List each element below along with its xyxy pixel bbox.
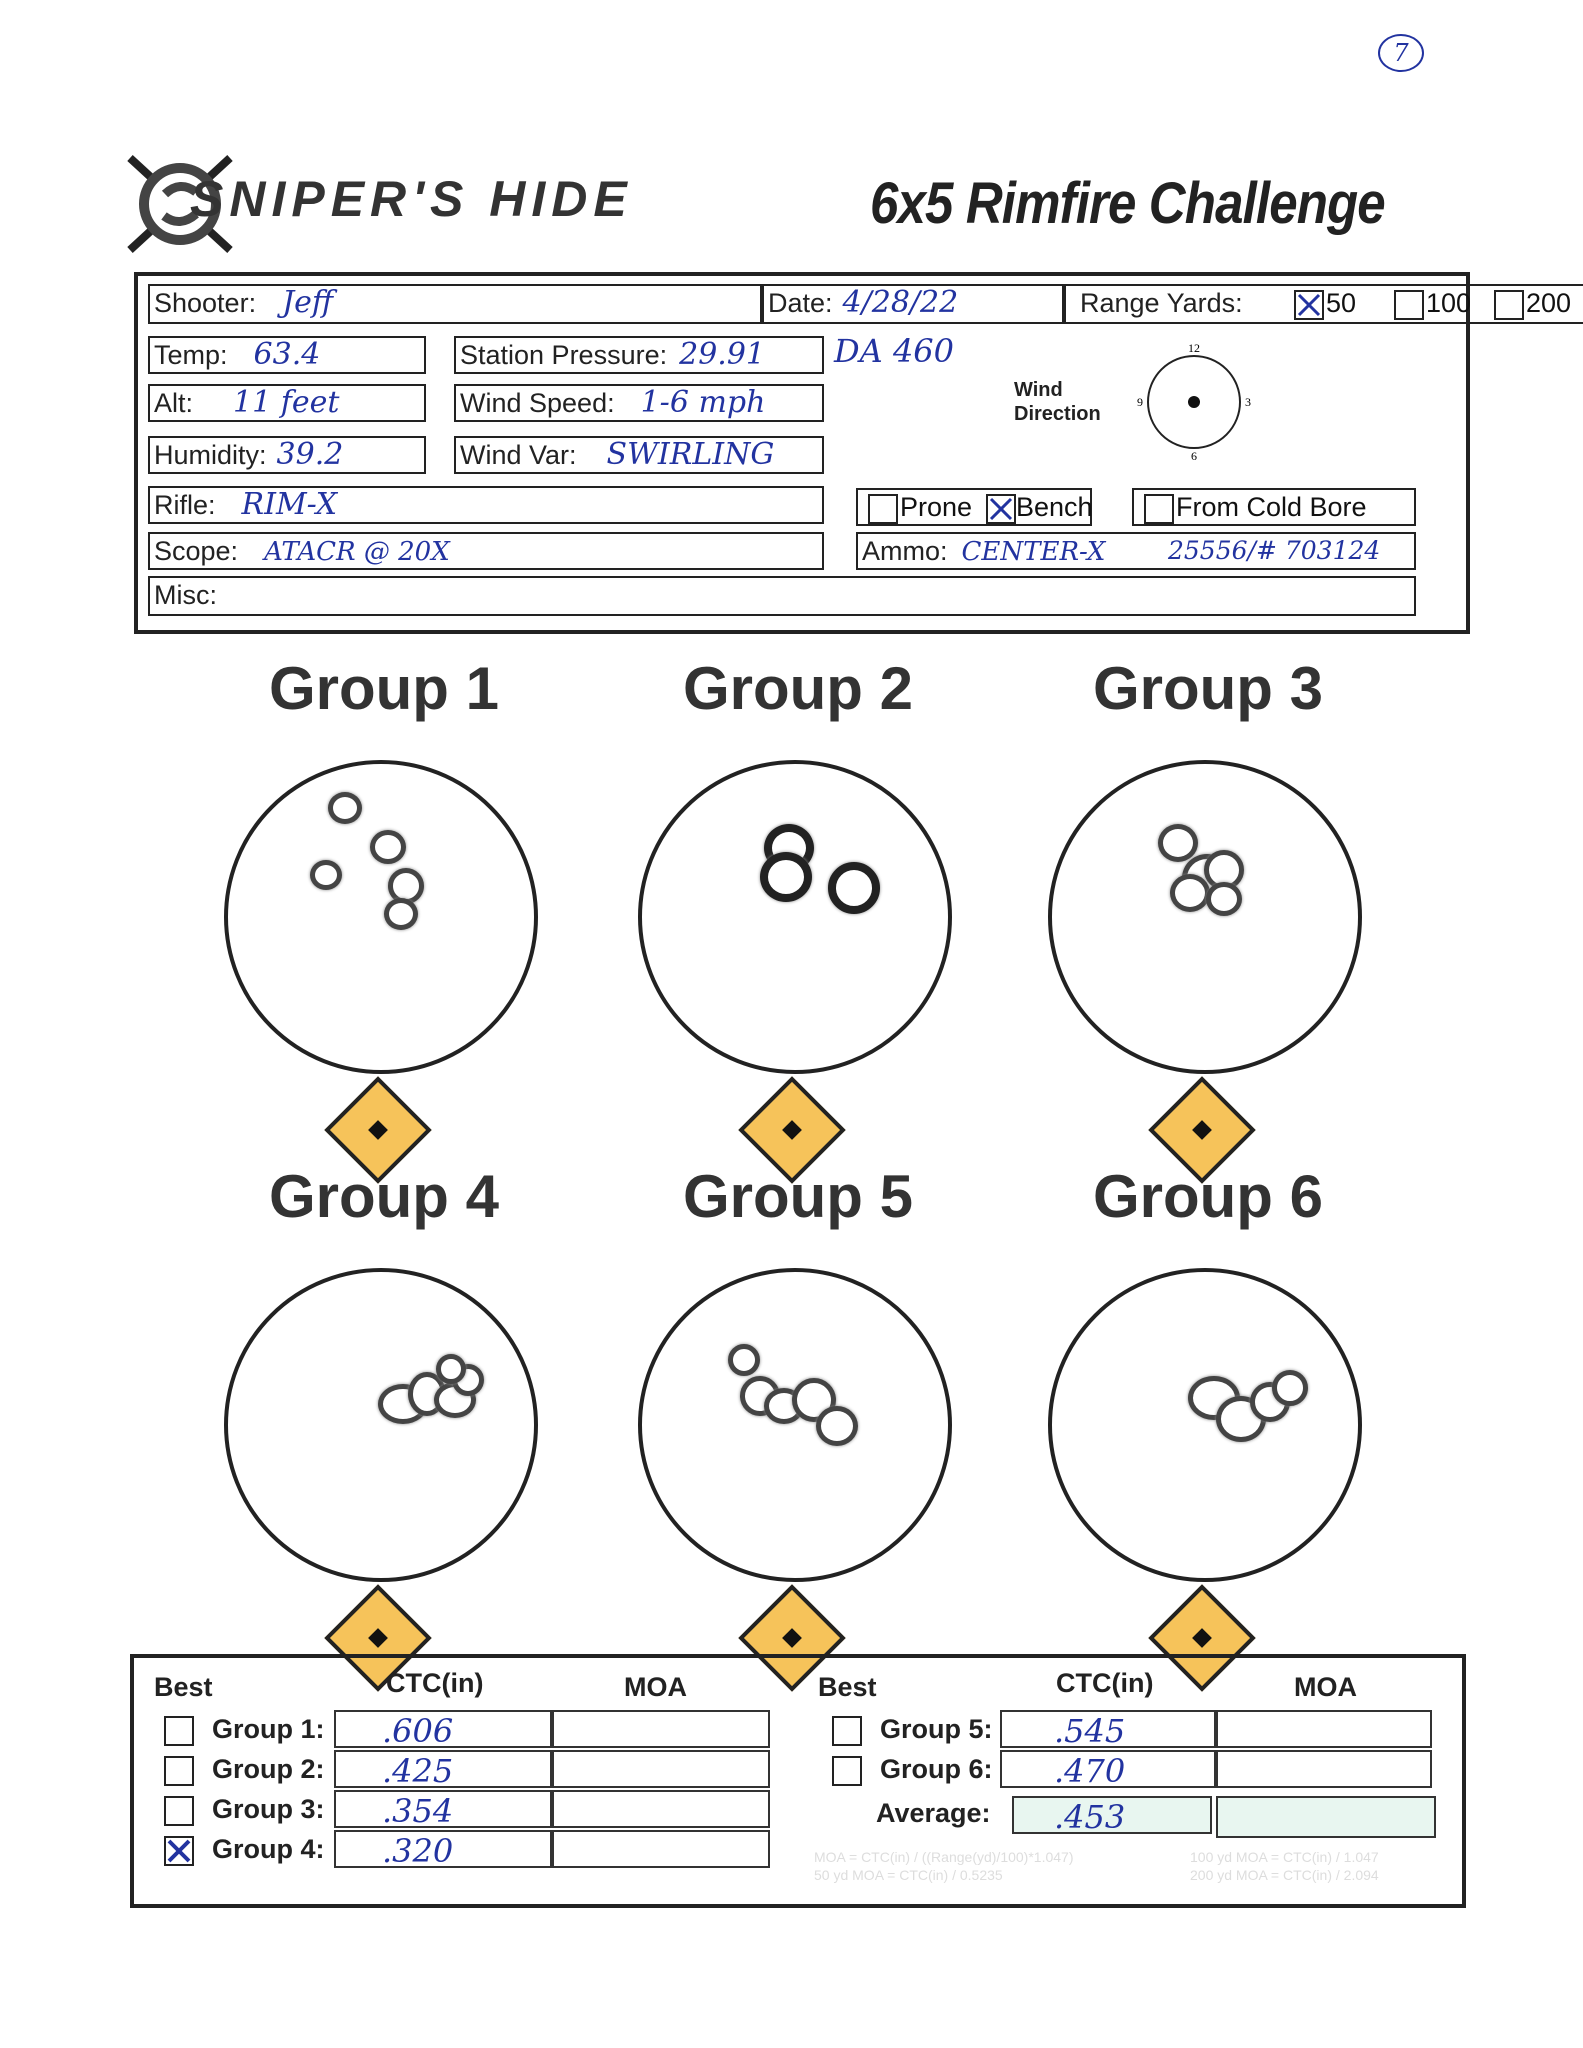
target-circle-6 — [1048, 1268, 1362, 1582]
shooter-field[interactable]: Shooter: Jeff — [148, 284, 762, 324]
moa-cell[interactable] — [552, 1750, 770, 1788]
moa-cell[interactable] — [1216, 1710, 1432, 1748]
target-circle-2 — [638, 760, 952, 1074]
moa-header-left: MOA — [624, 1672, 687, 1702]
target-circle-1 — [224, 760, 538, 1074]
best-header-left: Best — [154, 1672, 213, 1702]
ammo-field[interactable]: Ammo: CENTER-X 25556/# 703124 — [856, 532, 1416, 570]
ctc-header-right: CTC(in) — [1056, 1668, 1154, 1698]
formula-line-1: MOA = CTC(in) / ((Range(yd)/100)*1.047) — [814, 1849, 1074, 1865]
humidity-field[interactable]: Humidity: 39.2 — [148, 436, 426, 474]
best-checkbox-group-6[interactable] — [832, 1756, 862, 1786]
bullet-hole — [1170, 874, 1210, 912]
range-50-label: 50 — [1326, 288, 1357, 318]
group-title-2: Group 2 — [682, 655, 913, 722]
bullet-hole — [436, 1354, 466, 1384]
group-label: Group 4: — [212, 1834, 325, 1864]
range-200-checkbox[interactable] — [1494, 290, 1524, 320]
average-label: Average: — [876, 1798, 991, 1828]
ctc-cell[interactable]: .606 — [334, 1710, 552, 1748]
range-check-mark-icon — [1296, 292, 1322, 318]
clock-6: 6 — [1191, 449, 1197, 462]
shooter-info-form — [134, 272, 1572, 634]
bullet-hole — [1158, 824, 1198, 862]
date-field[interactable]: Date: 4/28/22 — [762, 284, 1064, 324]
rifle-field[interactable]: Rifle: RIM-X — [148, 486, 824, 524]
station-pressure-field[interactable]: Station Pressure: 29.91 — [454, 336, 824, 374]
average-ctc-cell[interactable]: .453 — [1012, 1796, 1212, 1834]
position-field: Prone Bench — [856, 488, 1092, 526]
wind-direction-label: Wind Direction — [1014, 379, 1101, 425]
bullet-hole — [310, 860, 342, 890]
moa-cell[interactable] — [552, 1790, 770, 1828]
average-moa-cell[interactable] — [1216, 1796, 1436, 1838]
group-label: Group 6: — [880, 1754, 993, 1784]
best-checkbox-group-4[interactable] — [164, 1836, 194, 1866]
wind-clock-dial[interactable] — [1134, 342, 1254, 462]
range-200-label: 200 — [1526, 288, 1572, 318]
moa-cell[interactable] — [552, 1830, 770, 1868]
cold-bore-checkbox[interactable] — [1144, 494, 1174, 524]
ctc-header-left: CTC(in) — [386, 1668, 484, 1698]
group-label: Group 2: — [212, 1754, 325, 1784]
formula-line-2: 50 yd MOA = CTC(in) / 0.5235 — [814, 1867, 1003, 1883]
scope-field[interactable]: Scope: ATACR @ 20X — [148, 532, 824, 570]
range-100-label: 100 — [1426, 288, 1472, 318]
clock-12: 12 — [1188, 342, 1200, 355]
ctc-cell[interactable]: .320 — [334, 1830, 552, 1868]
ctc-cell[interactable]: .425 — [334, 1750, 552, 1788]
bullet-hole — [816, 1406, 858, 1446]
formula-line-4: 200 yd MOA = CTC(in) / 2.094 — [1190, 1867, 1379, 1883]
ammo-lot: 25556/# 703124 — [1168, 536, 1381, 565]
group-title-3: Group 3 — [1092, 655, 1323, 722]
group-title-5: Group 5 — [682, 1163, 913, 1230]
prone-checkbox[interactable] — [868, 494, 898, 524]
bench-check-mark-icon — [988, 496, 1014, 522]
group-label: Group 1: — [212, 1714, 325, 1744]
group-title-6: Group 6 — [1092, 1163, 1323, 1230]
target-circle-3 — [1048, 760, 1362, 1074]
range-50-checkbox[interactable] — [1294, 290, 1324, 320]
moa-cell[interactable] — [1216, 1750, 1432, 1788]
bullet-hole — [1272, 1370, 1308, 1406]
clock-9: 9 — [1137, 395, 1143, 409]
best-checkbox-group-1[interactable] — [164, 1716, 194, 1746]
best-header-right: Best — [818, 1672, 877, 1702]
bullet-hole — [728, 1344, 760, 1376]
formula-line-3: 100 yd MOA = CTC(in) / 1.047 — [1190, 1849, 1379, 1865]
moa-header-right: MOA — [1294, 1672, 1357, 1702]
bullet-hole — [370, 830, 406, 864]
ctc-cell[interactable]: .470 — [1000, 1750, 1216, 1788]
bench-checkbox[interactable] — [986, 494, 1016, 524]
bullet-hole — [328, 792, 362, 824]
best-checkbox-group-5[interactable] — [832, 1716, 862, 1746]
group-label: Group 3: — [212, 1794, 325, 1824]
range-yards-field: Range Yards: 50 100 200 — [1064, 284, 1583, 324]
ctc-cell[interactable]: .545 — [1000, 1710, 1216, 1748]
brand-name: SNIPER'S HIDE — [190, 171, 633, 227]
best-check-mark-icon — [166, 1838, 192, 1864]
page-number: 7 — [1378, 34, 1424, 72]
best-checkbox-group-3[interactable] — [164, 1796, 194, 1826]
ctc-cell[interactable]: .354 — [334, 1790, 552, 1828]
results-table — [130, 1654, 1466, 1908]
moa-cell[interactable] — [552, 1710, 770, 1748]
target-circle-4 — [224, 1268, 538, 1582]
page-title: 6x5 Rimfire Challenge — [870, 171, 1385, 236]
best-checkbox-group-2[interactable] — [164, 1756, 194, 1786]
group-title-1: Group 1 — [268, 655, 499, 722]
bullet-hole — [384, 898, 418, 930]
group-title-4: Group 4 — [268, 1163, 499, 1230]
bullet-hole — [1206, 882, 1242, 916]
target-circle-5 — [638, 1268, 952, 1582]
range-100-checkbox[interactable] — [1394, 290, 1424, 320]
cold-bore-field: From Cold Bore — [1132, 488, 1416, 526]
altitude-field[interactable]: Alt: 11 feet — [148, 384, 426, 422]
clock-3: 3 — [1245, 395, 1251, 409]
wind-var-field[interactable]: Wind Var: SWIRLING — [454, 436, 824, 474]
bullet-hole — [760, 852, 812, 902]
density-altitude-note: DA 460 — [834, 332, 955, 370]
group-label: Group 5: — [880, 1714, 993, 1744]
bullet-hole — [828, 862, 880, 914]
wind-speed-field[interactable]: Wind Speed: 1-6 mph — [454, 384, 824, 422]
temp-field[interactable]: Temp: 63.4 — [148, 336, 426, 374]
misc-field[interactable]: Misc: — [148, 576, 1416, 616]
